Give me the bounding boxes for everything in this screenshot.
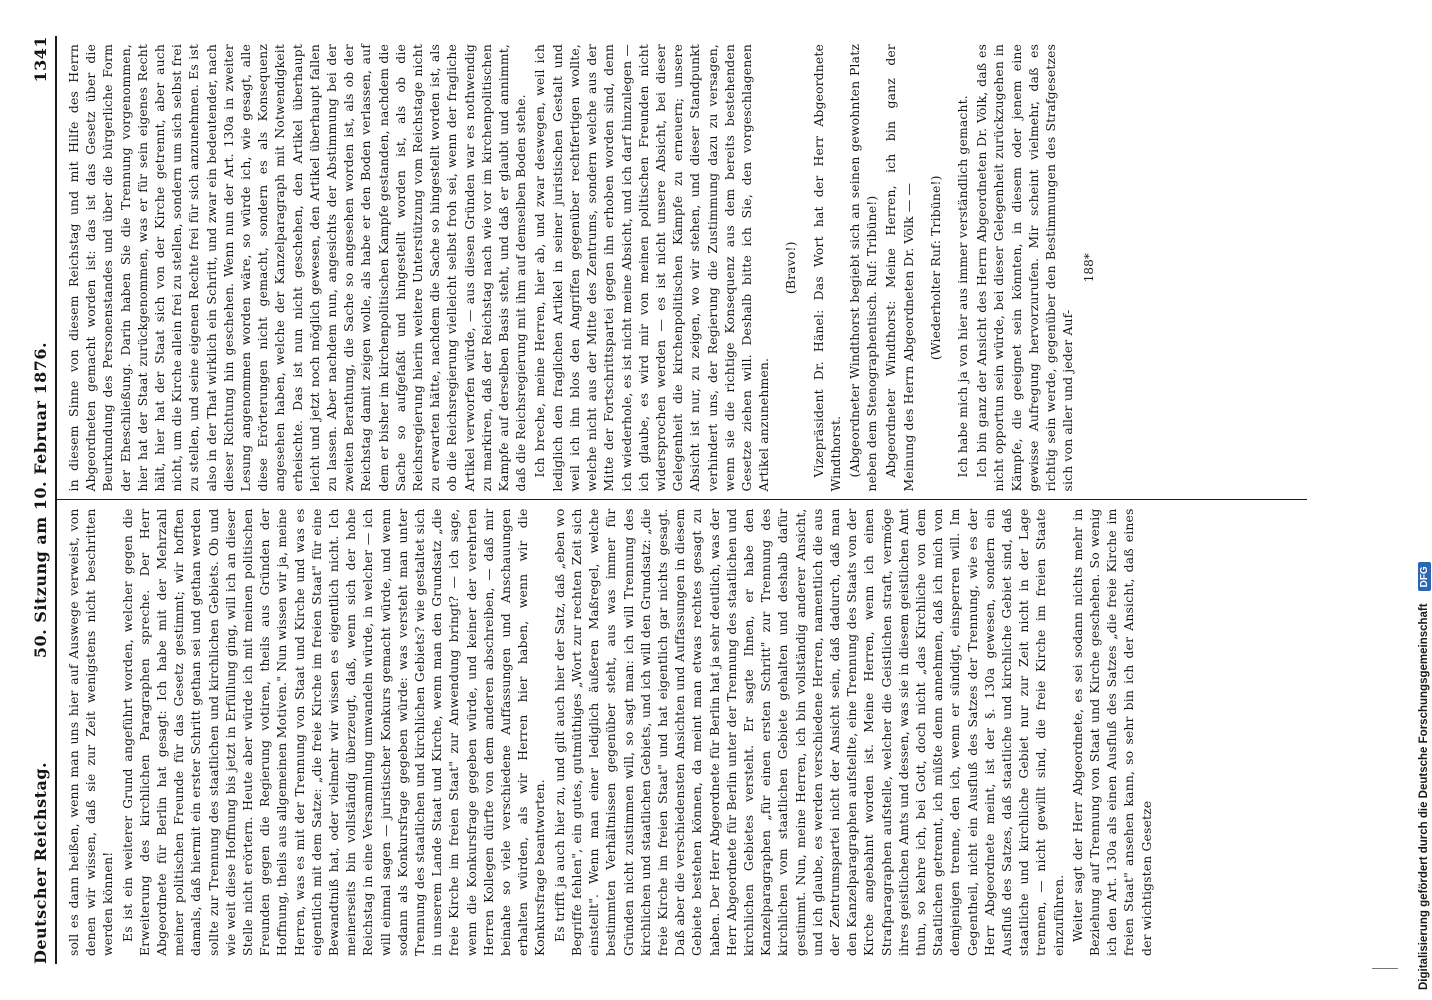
right-column [57,36,1307,500]
text-columns [57,36,1307,964]
paragraph: Ich breche, meine Herren, hier ab, und zwar deswegen, weil ich lediglich den fraglichen Artikel in seiner juristischen Gestalt und weil ich ihn blos den Angriffen gegenüber rechtfertigen wollte, welche nicht aus der Mitte des Zentrums, sondern welche aus der Mitte der Fortschrittspartei gegen ihn erhoben worden sind, denn ich wiederhole, es ist nicht meine Absicht, und ich darf hinzulegen — ich glaube, es wird mir von meinen politischen Freunden nicht widersprochen werden — es ist nicht unsere Absicht, bei dieser Gelegenheit die kirchenpolitischen Kämpfe zu erneuern; unsere Absicht ist nur, zu zeigen, wo wir stehen, und dieser Standpunkt verhindert uns, der Regierung die Zustimmung dazu zu versagen, wenn sie die richtige Konsequenz aus dem bereits bestehenden Gesetze ziehen will. Deshalb bitte ich Sie, den vorgeschlagenen Artikel anzunehmen. [532,44,772,492]
page-rotated [19,18,1321,982]
scanned-page [19,18,1321,982]
paragraph: Ich habe mich ja von hier aus immer verständlich gemacht. [954,95,970,478]
digitization-credit [1416,0,1432,990]
scan-artifact [1372,968,1398,969]
paragraph: Abgeordneter Windthorst: Meine Herren, ich bin ganz der Meinung des Herrn Abgeordneten Dr. Völk — — [883,44,916,492]
paragraph: Es ist ein weiterer Grund angeführt worden, welcher gegen die Erweiterung des kirchlichen Paragraphen spreche. Der Herr Abgeordnete für Berlin hat gesagt: Ich habe mit der Mehrzahl meiner politischen Freunde für das Gesetz gestimmt; wir hofften damals, daß hiermit ein erster Schritt gethan sei und gethan werden sollte zur Trennung des staatlichen und kirchlichen Gebiets. Ob und wie weit diese Hoffnung bis jetzt in Erfüllung ging, will ich an dieser Stelle nicht erörtern. Heute aber würde ich mit meinen politischen Freunden gegen die Regierung votiren, theils aus Gründen der Hoffnung, theils aus allgemeinen Motiven." Nun wissen wir ja, meine Herren, was es mit der Trennung von Staat und Kirche und was es eigentlich mit dem Satze: „die freie Kirche im freien Staat" für eine Bewandtniß hat, oder vielmehr wir wissen es eigentlich nicht. Ich meinerseits bin vollständig überzeugt, daß, wenn sich der hohe Reichstag in eine Versammlung umwandeln würde, in welcher — ich will einmal sagen — juristischer Konkurs gemacht würde, und wenn sodann als Konkursfrage gegeben würde: was versteht man unter Trennung des staatlichen und kirchlichen Gebiets? wie gestaltet sich in unserem Lande Staat und Kirche, wenn man den Grundsatz „die freie Kirche im freien Staat" zur Anwendung bringt? — ich sage, wenn die Konkursfrage gegeben würde, und keiner der verehrten Herren Kollegen dürfte von dem anderen abschreiben, — daß mir beinahe so viele verschiedene Auffassungen und Anschauungen erhalten würden, als wir Herren hier haben, wenn wir die Konkursfrage beantworten. [119,508,548,956]
applause-note: (Bravo!) [783,241,799,295]
dfg-logo: DFG [1418,562,1431,591]
paragraph: soll es dann heißen, wenn man uns hier auf Auswege verweist, von denen wir wissen, daß sie zur Zeit wenigstens nicht beschritten werden können! [66,508,116,956]
running-header [27,36,57,964]
paragraph: Ich bin ganz der Ansicht des Herrn Abgeordneten Dr. Völk, daß es nicht opportun sein würde, bei dieser Gelegenheit zurückzugehen in Kämpfe, die geeignet sein könnten, in diesem oder jenem eine gewisse Aufregung hervorzurufen. Mir scheint vielmehr, daß es richtig sein werde, gegenüber den Bestimmungen des Strafgesetzes sich von aller und jeder Auf- [974,44,1076,492]
stage-direction: (Abgeordneter Windthorst begiebt sich an seinen gewohnten Platz neben dem Stenographentisch. Ruf: Tribüne!) [846,44,880,492]
header-journal: Deutscher Reichstag. [31,761,50,964]
stage-direction: (Wiederholter Ruf: Tribüne!) [927,175,943,361]
left-column [57,501,1307,965]
paragraph: Es trifft ja auch hier zu, und gilt auch hier der Satz, daß „eben wo Begriffe fehlen", ein gutes, gutmüthiges „Wort zur rechten Zeit sich einstellt". Wenn man einer lediglich äußeren Maßregel, welche bestimmten Verhältnissen gegenüber steht, aus was immer für Gründen nicht zustimmen will, so sagt man: ich will Trennung des kirchlichen und staatlichen Gebiets, und ich will den Grundsatz: „die freie Kirche im freien Staat" und hat eigentlich gar nichts gesagt. Daß aber die verschiedensten Ansichten und Auffassungen in diesem Gebiete bestehen können, da meint man etwas rechtes gesagt zu haben. Der Herr Abgeordnete für Berlin hat ja sehr deutlich, was der Herr Abgeordnete für Berlin unter der Trennung des staatlichen und kirchlichen Gebietes versteht. Er sagte Ihnen, er habe den Kanzelparagraphen „für einen ersten Schritt" zur Trennung des kirchlichen vom staatlichen Gebiete gehalten und deshalb dafür gestimmt. Nun, meine Herren, ich bin vollständig anderer Ansicht, und ich glaube, es werden verschiedene Herren, namentlich die aus der Zentrumspartei nicht der Ansicht sein, daß dadurch, daß man den Kanzelparagraphen aufstellte, eine Trennung des Staats von der Kirche angebahnt worden ist. Meine Herren, wenn ich einen Strafparagraphen aufstelle, welcher die Geistlichen straft, vermöge ihres geistlichen Amts und dessen, was sie in diesem geistlichen Amt thun, so kehre ich, bei Gott, doch nicht „das Kirchliche von dem Staatlichen getrennt, ich müßte denn annehmen, daß ich mich von demjenigen trenne, den ich, wenn er sündigt, einsperren will. Im Gegentheil, nicht ein Ausfluß des Satzes der Trennung, wie es der Herr Abgeordnete meint, ist der §. 130a gewesen, sondern ein Ausfluß des Satzes, daß staatliche und kirchliche Gebiet sind, daß staatliche und kirchliche Gebiet nur zur Zeit nicht in der Lage trennen, — nicht gewillt sind, die freie Kirche im freien Staate einzuführen. [551,508,1066,956]
paragraph: in diesem Sinne von diesem Reichstag und mit Hilfe des Herrn Abgeordneten gemacht worden ist: das ist das Gesetz über die Beurkundung des Personenstandes und über die bürgerliche Form der Eheschließung. Darin haben Sie die Trennung vorgenommen, hier hat der Staat zurückgenommen, was er für sein eigenes Recht hält, hier hat der Staat sich von der Kirche getrennt, aber auch nicht, um die Kirche allein frei zu stellen, sondern um sich selbst frei zu stellen, und seine eigenen Rechte frei für sich anzunehmen. Es ist also in der That wirklich ein Schritt, und zwar ein bedeutender, nach dieser Richtung hin geschehen. Wenn nun der Art. 130a in zweiter Lesung angenommen worden wäre, so würde ich, wie gesagt, alle diese Erörterungen nicht gemacht, sondern es als Konsequenz angesehen haben, welche der Kanzelparagraph mit Notwendigkeit erheischte. Das ist nun nicht geschehen, den Artikel überhaupt leicht und jetzt noch möglich gewesen, den Artikel überhaupt fallen zu lassen. Aber nachdem nun, angesichts der Abstimmung bei der zweiten Berathung, die Sache so angesehen worden ist, als ob der Reichstag damit zeigen wolle, als habe er den Boden verlassen, auf dem er bisher im kirchenpolitischen Kampfe gestanden, nachdem die Sache so aufgefaßt und hingestellt worden ist, als ob die Reichsregierung hierin weitere Unterstützung vom Reichstage nicht zu erwarten hätte, nachdem die Sache so hingestellt worden ist, als ob die Reichsregierung vielleicht selbst froh sei, wenn der fragliche Artikel verworfen würde, — aus diesen Gründen war es nothwendig zu markiren, daß der Reichstag nach wie vor im kirchenpolitischen Kampfe auf derselben Basis steht, und daß er glaubt und annimmt, daß die Reichsregierung mit ihm auf demselben Boden stehe. [66,44,529,492]
header-page-number: 1341 [31,36,50,83]
page-signature: 188* [1082,253,1097,283]
paragraph: Weiter sagt der Herr Abgeordnete, es sei sodann nichts mehr in Beziehung auf Trennung von Staat und Kirche geschehen. So wenig ich den Art. 130a als einen Ausfluß des Satzes „die freie Kirche im freien Staat" ansehen kann, so sehr bin ich der Ansicht, daß eines der wichtigsten Gesetze [1069,508,1154,956]
header-session: 50. Sitzung am 10. Februar 1876. [31,341,50,659]
paragraph: Vizepräsident Dr. Hänel: Das Wort hat der Herr Abgeordnete Windthorst. [810,44,843,492]
credit-text: Digitalisierung gefördert durch die Deutsche Forschungsgemeinschaft [1418,603,1430,990]
